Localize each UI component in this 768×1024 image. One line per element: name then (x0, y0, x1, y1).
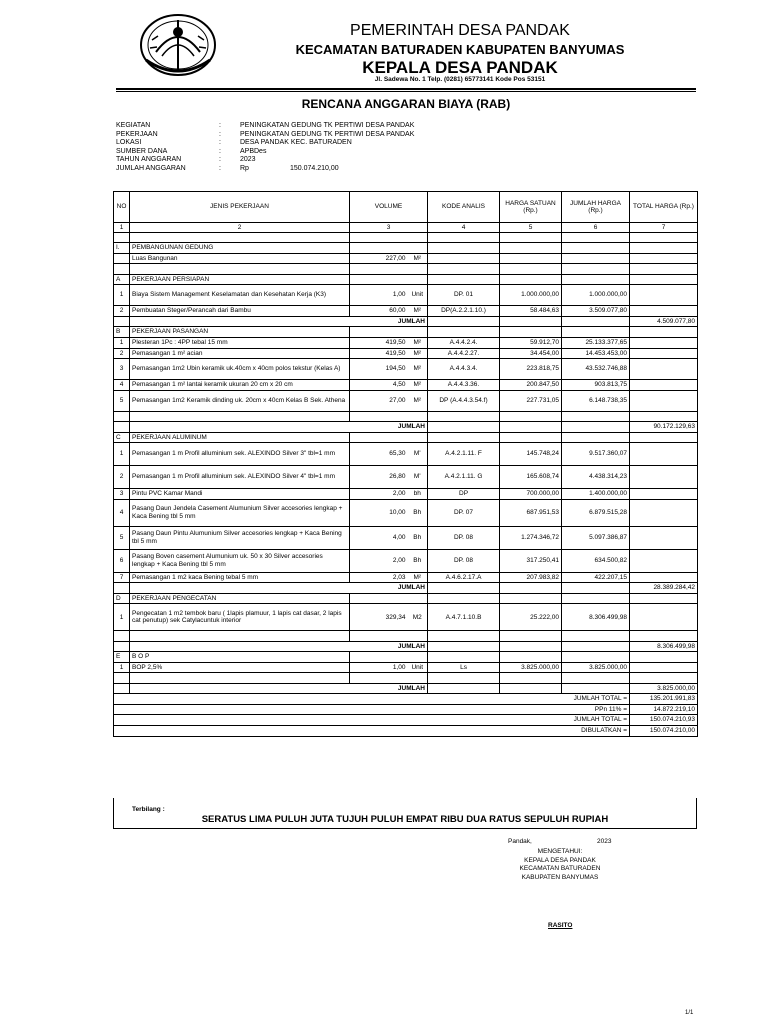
item-volume: 2,00 (350, 489, 408, 500)
item-harga: 145.748,24 (500, 443, 562, 466)
section-name: PEMBANGUNAN GEDUNG (130, 243, 350, 254)
subtotal-value: 4.509.077,80 (630, 316, 698, 327)
info-row-jumlah-anggaran (116, 165, 496, 174)
item-volume: 227,00 (350, 253, 408, 264)
signature-line: MENGETAHUI: (537, 848, 583, 855)
table-row (114, 572, 698, 583)
item-volume: 26,80 (350, 466, 408, 489)
subtotal-row-a (114, 316, 698, 327)
table-row (114, 489, 698, 500)
item-volume: 2,03 (350, 572, 408, 583)
section-name: PEKERJAAN ALUMINUM (130, 432, 350, 443)
item-name: Pemasangan 1m2 Keramik dinding uk. 20cm x 40cm Kelas B Sek. Athena (130, 390, 350, 411)
item-jumlah: 8.306.499,98 (562, 604, 630, 631)
item-name: Biaya Sistem Management Keselamatan dan Kesehatan Kerja (K3) (130, 285, 350, 306)
item-harga: 34.454,00 (500, 348, 562, 359)
summary-label: JUMLAH TOTAL = (114, 715, 630, 726)
item-no: 7 (114, 572, 130, 583)
table-row-luas (114, 253, 698, 264)
village-emblem-logo (138, 12, 218, 78)
item-unit: bh (408, 489, 428, 500)
table-header-row (114, 192, 698, 223)
item-no: 6 (114, 549, 130, 572)
item-name: Pembuatan Steger/Perancah dari Bambu (130, 306, 350, 317)
item-no: 5 (114, 526, 130, 549)
signature-place: Pandak, (508, 838, 532, 845)
office-address: Jl. Sadewa No. 1 Telp. (0281) 65773141 Kode Pos 53151 (374, 76, 546, 83)
item-jumlah: 422.207,15 (562, 572, 630, 583)
table-row (114, 285, 698, 306)
item-harga: 223.818,75 (500, 359, 562, 380)
summary-value: 150.074.210,00 (630, 726, 698, 737)
item-unit: M² (408, 380, 428, 391)
item-unit: M² (408, 337, 428, 348)
item-no: 1 (114, 337, 130, 348)
item-jumlah: 6.879.515,28 (562, 499, 630, 526)
spacer-row (114, 233, 698, 243)
section-row-d (114, 593, 698, 604)
section-name: PEKERJAAN PERSIAPAN (130, 274, 350, 285)
summary-row-jumlah-total (114, 694, 698, 705)
col-header-kode: KODE ANALIS (428, 192, 500, 223)
info-label: KEGIATAN (116, 122, 151, 129)
item-no: 1 (114, 285, 130, 306)
item-kode: A.4.4.2.4. (428, 337, 500, 348)
item-no: 2 (114, 306, 130, 317)
item-name: Pemasangan 1 m2 kaca Bening tebal 5 mm (130, 572, 350, 583)
item-name: Pemasangan 1m2 Ubin keramik uk.40cm x 40cm polos tekstur (Kelas A) (130, 359, 350, 380)
summary-row-jumlah-total-ppn (114, 715, 698, 726)
item-kode: DP. 07 (428, 499, 500, 526)
col-number: 2 (130, 223, 350, 233)
item-jumlah: 4.438.314,23 (562, 466, 630, 489)
section-row-b (114, 327, 698, 338)
item-unit: M2 (408, 604, 428, 631)
subtotal-value: 90.172.129,63 (630, 421, 698, 432)
item-name: BOP 2,5% (130, 662, 350, 673)
item-kode: A.4.4.3.36. (428, 380, 500, 391)
info-label: LOKASI (116, 139, 142, 147)
subtotal-row-b (114, 421, 698, 432)
item-jumlah: 5.097.386,87 (562, 526, 630, 549)
info-separator: : (219, 139, 221, 147)
col-number: 4 (428, 223, 500, 233)
info-row-tahun-anggaran (116, 156, 496, 165)
section-name: PEKERJAAN PENGECATAN (130, 593, 350, 604)
section-no: D (114, 593, 130, 604)
item-name: Pemasangan 1 m² acian (130, 348, 350, 359)
terbilang-text: SERATUS LIMA PULUH JUTA TUJUH PULUH EMPAT RIBU DUA RATUS SEPULUH RUPIAH (201, 814, 609, 825)
item-name: Pasang Daun Jendela Casement Alumunium Silver accesories lengkap + Kaca Bening tbl 5 mm (130, 499, 350, 526)
signature-block (500, 848, 620, 882)
info-row-sumber-dana (116, 148, 496, 157)
item-kode: A.4.6.2.17.A (428, 572, 500, 583)
item-harga: 700.000,00 (500, 489, 562, 500)
item-volume: 1,00 (350, 285, 408, 306)
subtotal-row-d (114, 641, 698, 652)
summary-label: JUMLAH TOTAL = (114, 694, 630, 705)
subtotal-label: JUMLAH (130, 683, 428, 694)
col-header-jumlah-harga: JUMLAH HARGA (Rp.) (562, 192, 630, 223)
item-volume: 329,34 (350, 604, 408, 631)
item-name: Pintu PVC Kamar Mandi (130, 489, 350, 500)
item-no: 1 (114, 443, 130, 466)
info-separator: : (219, 130, 221, 138)
info-separator: : (219, 122, 221, 129)
item-kode: DP (A.4.4.3.54.f) (428, 390, 500, 411)
item-jumlah: 3.825.000,00 (562, 662, 630, 673)
item-jumlah: 1.000.000,00 (562, 285, 630, 306)
item-volume: 27,00 (350, 390, 408, 411)
item-no: 3 (114, 359, 130, 380)
item-jumlah: 634.500,82 (562, 549, 630, 572)
subtotal-label: JUMLAH (130, 583, 428, 594)
info-separator: : (219, 156, 221, 164)
info-separator: : (219, 164, 221, 172)
col-number: 6 (562, 223, 630, 233)
subtotal-value: 8.306.499,98 (630, 641, 698, 652)
section-no: C (114, 432, 130, 443)
item-jumlah: 6.148.738,35 (562, 390, 630, 411)
rab-table (113, 191, 698, 737)
table-row (114, 359, 698, 380)
info-value: DESA PANDAK KEC. BATURADEN (240, 139, 352, 147)
item-name: Pemasangan 1 m Profil alluminium sek. ALEXINDO Silver 3" tbl=1 mm (130, 443, 350, 466)
item-kode: DP. 08 (428, 549, 500, 572)
item-kode: DP. 01 (428, 285, 500, 306)
table-row (114, 499, 698, 526)
item-volume: 10,00 (350, 499, 408, 526)
table-row (114, 604, 698, 631)
subtotal-row-e (114, 683, 698, 694)
item-no: 4 (114, 380, 130, 391)
table-row (114, 549, 698, 572)
item-volume: 194,50 (350, 359, 408, 380)
item-kode: DP. 08 (428, 526, 500, 549)
item-jumlah: 1.400.000,00 (562, 489, 630, 500)
col-number: 7 (630, 223, 698, 233)
info-value: PENINGKATAN GEDUNG TK PERTIWI DESA PANDAK (240, 130, 415, 138)
subtotal-label: JUMLAH (130, 421, 428, 432)
page-number: 1/1 (685, 1010, 694, 1016)
header-divider (116, 88, 696, 90)
item-harga: 200.847,50 (500, 380, 562, 391)
summary-row-dibulatkan (114, 726, 698, 737)
table-row (114, 390, 698, 411)
item-harga: 165.608,74 (500, 466, 562, 489)
signature-line: KABUPATEN BANYUMAS (521, 873, 599, 881)
col-header-volume: VOLUME (350, 192, 428, 223)
government-name: PEMERINTAH DESA PANDAK (350, 22, 570, 39)
subtotal-row-c (114, 583, 698, 594)
office-name: KEPALA DESA PANDAK (362, 58, 558, 77)
item-harga: 317.250,41 (500, 549, 562, 572)
info-value: APBDes (240, 147, 267, 155)
info-label: SUMBER DANA (116, 147, 168, 155)
item-unit: Bh (408, 499, 428, 526)
subtotal-value: 3.825.000,00 (630, 683, 698, 694)
table-row (114, 348, 698, 359)
section-row-c (114, 432, 698, 443)
item-kode: A.4.7.1.10.B (428, 604, 500, 631)
item-harga: 1.000.000,00 (500, 285, 562, 306)
item-volume: 4,50 (350, 380, 408, 391)
section-name: B O P (130, 652, 350, 663)
col-number: 5 (500, 223, 562, 233)
col-header-jenis: JENIS PEKERJAAN (130, 192, 350, 223)
item-kode: A.4.4.3.4. (428, 359, 500, 380)
item-harga: 227.731,05 (500, 390, 562, 411)
table-row (114, 380, 698, 391)
item-jumlah: 9.517.360,07 (562, 443, 630, 466)
item-volume: 419,50 (350, 337, 408, 348)
item-no: 3 (114, 489, 130, 500)
item-name: Pengecatan 1 m2 tembok baru ( 1lapis plamuur, 1 lapis cat dasar, 2 lapis cat penutup) sek Catylacuntuk interior (130, 604, 350, 631)
summary-value: 135.201.991,83 (630, 694, 698, 705)
summary-label: DIBULATKAN = (114, 726, 630, 737)
item-harga: 25.222,00 (500, 604, 562, 631)
section-no: B (114, 327, 130, 338)
item-unit: Unit (408, 285, 428, 306)
item-unit: Bh (408, 549, 428, 572)
item-kode: A.4.2.1.11. G (428, 466, 500, 489)
item-kode: DP (428, 489, 500, 500)
section-row-e (114, 652, 698, 663)
item-unit: M² (408, 390, 428, 411)
summary-value: 150.074.210,93 (630, 715, 698, 726)
summary-label: PPn 11% = (114, 704, 630, 715)
item-jumlah: 43.532.746,88 (562, 359, 630, 380)
item-unit: M² (408, 306, 428, 317)
info-value: PENINGKATAN GEDUNG TK PERTIWI DESA PANDAK (240, 122, 415, 129)
info-label: JUMLAH ANGGARAN (116, 164, 186, 172)
section-no: I. (114, 243, 130, 254)
item-kode: Ls (428, 662, 500, 673)
item-volume: 1,00 (350, 662, 408, 673)
item-name: Pasang Boven casement Alumunium uk. 50 x 30 Silver accesories lengkap + Kaca Bening tbl 5 mm (130, 549, 350, 572)
item-harga: 1.274.346,72 (500, 526, 562, 549)
subtotal-label: JUMLAH (130, 316, 428, 327)
info-separator: : (219, 147, 221, 155)
item-harga: 687.951,53 (500, 499, 562, 526)
document-title: RENCANA ANGGARAN BIAYA (RAB) (301, 97, 511, 111)
table-row (114, 306, 698, 317)
info-row-kegiatan (116, 122, 496, 131)
item-harga: 59.912,70 (500, 337, 562, 348)
item-kode: DP(A.2.2.1.10.) (428, 306, 500, 317)
item-unit: M² (408, 253, 428, 264)
header-divider-thin (116, 91, 696, 92)
summary-row-ppn (114, 704, 698, 715)
col-header-harga-satuan: HARGA SATUAN (Rp.) (500, 192, 562, 223)
item-unit: M² (408, 348, 428, 359)
item-kode: A.4.2.1.11. F (428, 443, 500, 466)
item-jumlah: 903.813,75 (562, 380, 630, 391)
col-number: 1 (114, 223, 130, 233)
signatory-name: RASITO (548, 922, 573, 929)
item-harga: 207.983,82 (500, 572, 562, 583)
table-row (114, 526, 698, 549)
section-no: A (114, 274, 130, 285)
district-name: KECAMATAN BATURADEN KABUPATEN BANYUMAS (295, 42, 625, 57)
col-header-total-harga: TOTAL HARGA (Rp.) (630, 192, 698, 223)
item-no: 1 (114, 662, 130, 673)
table-row (114, 466, 698, 489)
item-no: 5 (114, 390, 130, 411)
project-info (116, 122, 496, 174)
item-no: 4 (114, 499, 130, 526)
item-jumlah: 14.453.453,00 (562, 348, 630, 359)
item-unit: Bh (408, 526, 428, 549)
info-label: PEKERJAAN (116, 130, 158, 138)
item-volume: 419,50 (350, 348, 408, 359)
item-unit: M' (408, 443, 428, 466)
section-name: PEKERJAAN PASANGAN (130, 327, 350, 338)
table-row (114, 662, 698, 673)
col-number: 3 (350, 223, 428, 233)
spacer-row (114, 673, 698, 683)
table-row (114, 443, 698, 466)
item-unit: Unit (408, 662, 428, 673)
subtotal-value: 28.389.284,42 (630, 583, 698, 594)
section-row-a (114, 274, 698, 285)
item-volume: 4,00 (350, 526, 408, 549)
info-label: TAHUN ANGGARAN (116, 156, 182, 164)
spacer-row (114, 264, 698, 274)
column-number-row (114, 223, 698, 233)
signature-line: KECAMATAN BATURADEN (519, 865, 601, 872)
item-no: 2 (114, 466, 130, 489)
section-row-pembangunan (114, 243, 698, 254)
item-name: Pemasangan 1 m Profil alluminium sek. ALEXINDO Silver 4" tbl=1 mm (130, 466, 350, 489)
terbilang-label: Terbilang : (132, 806, 165, 813)
info-currency: Rp (240, 164, 249, 172)
section-no: E (114, 652, 130, 663)
summary-value: 14.872.219,10 (630, 704, 698, 715)
item-volume: 65,30 (350, 443, 408, 466)
item-volume: 60,00 (350, 306, 408, 317)
item-jumlah: 25.133.377,65 (562, 337, 630, 348)
info-amount: 150.074.210,00 (290, 164, 339, 172)
item-name: Pemasangan 1 m² lantai keramik ukuran 20 cm x 20 cm (130, 380, 350, 391)
item-unit: M² (408, 359, 428, 380)
item-name: Plesteran 1Pc : 4PP tebal 15 mm (130, 337, 350, 348)
item-unit: M' (408, 466, 428, 489)
item-volume: 2,00 (350, 549, 408, 572)
item-kode: A.4.4.2.27. (428, 348, 500, 359)
subtotal-label: JUMLAH (130, 641, 428, 652)
item-no: 1 (114, 604, 130, 631)
item-jumlah: 3.509.077,80 (562, 306, 630, 317)
info-value: 2023 (240, 156, 256, 164)
table-row (114, 337, 698, 348)
col-header-no: NO (114, 192, 130, 223)
info-row-pekerjaan (116, 131, 496, 140)
spacer-row (114, 411, 698, 421)
item-no: 2 (114, 348, 130, 359)
item-harga: 58.484,63 (500, 306, 562, 317)
signature-year: 2023 (597, 838, 612, 845)
item-name: Pasang Daun Pintu Alumunium Silver accesories lengkap + Kaca Bening tbl 5 mm (130, 526, 350, 549)
item-unit: M² (408, 572, 428, 583)
item-harga: 3.825.000,00 (500, 662, 562, 673)
signature-line: KEPALA DESA PANDAK (524, 856, 596, 864)
spacer-row (114, 631, 698, 641)
info-row-lokasi (116, 139, 496, 148)
item-name: Luas Bangunan (130, 253, 350, 264)
